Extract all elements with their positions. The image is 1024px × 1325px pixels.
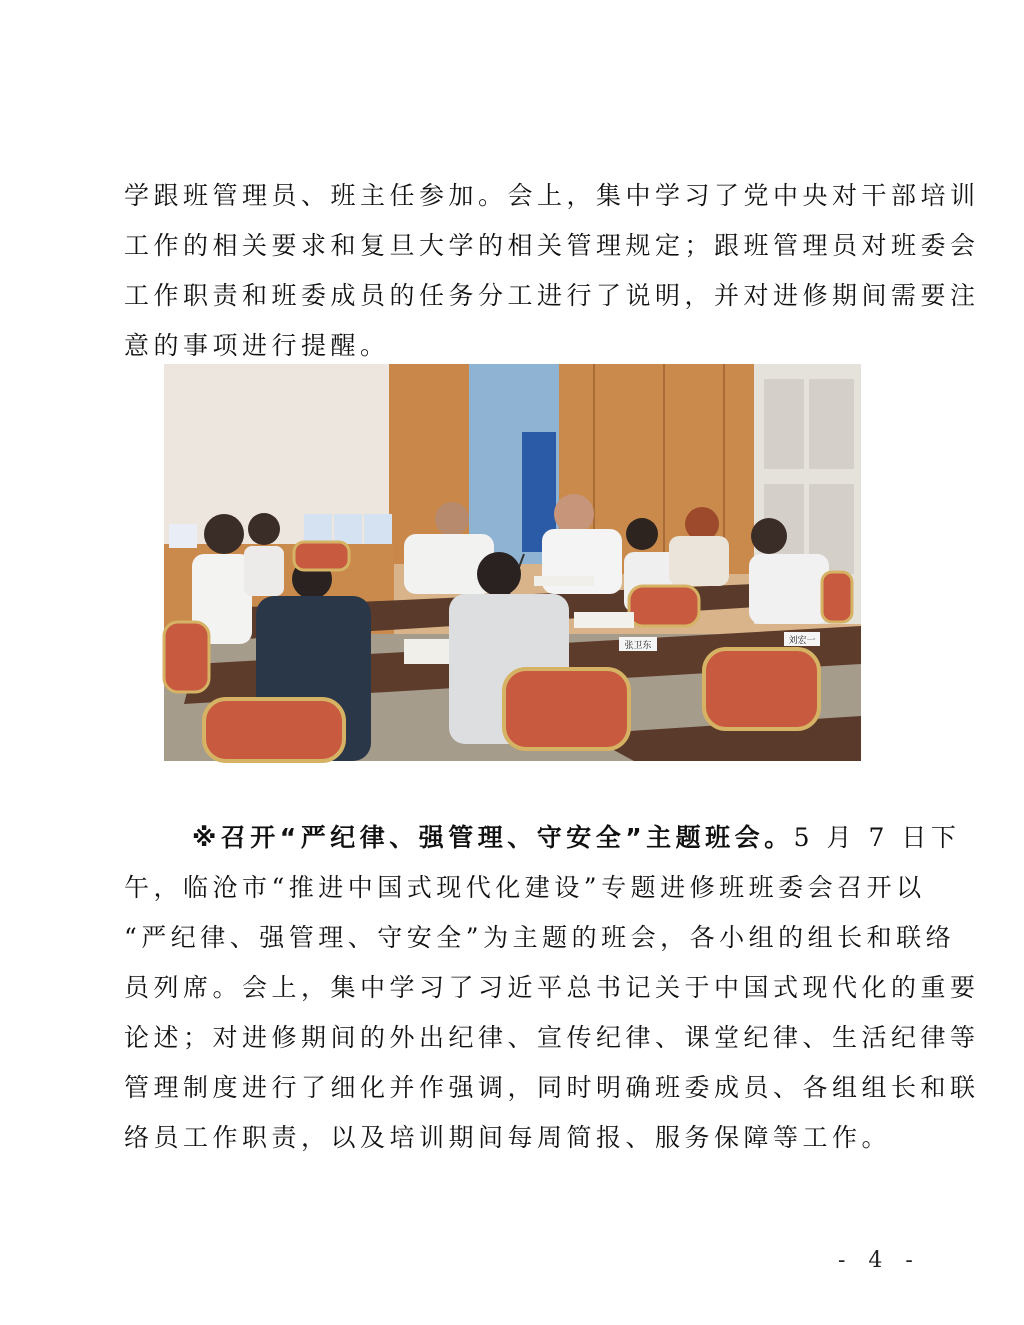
page-number: - 4 - [838,1248,921,1273]
paragraph1-line-2: 工作的相关要求和复旦大学的相关管理规定；跟班管理员对班委会 [124,231,980,260]
paragraph2-line-4: 员列席。会上，集中学习了习近平总书记关于中国式现代化的重要 [124,973,980,1002]
paragraph2-line-2: 午，临沧市“推进中国式现代化建设”专题进修班班委会召开以 [124,873,926,902]
paragraph1-line-3: 工作职责和班委成员的任务分工进行了说明，并对进修期间需要注 [124,281,980,310]
meeting-photo [164,364,861,761]
paragraph2-line-1 [192,812,961,864]
paragraph2-line-3: “严纪律、强管理、守安全”为主题的班会，各小组的组长和联络 [124,923,956,952]
nameplate-label-1: 张卫东 [624,641,652,651]
paragraph1-line-1: 学跟班管理员、班主任参加。会上，集中学习了党中央对干部培训 [124,181,980,210]
nameplate-label-2: 刘宏一 [788,636,816,646]
paragraph1-line-4: 意的事项进行提醒。 [124,331,390,360]
paragraph2-line1-rest: 5 月 7 日下 [793,823,961,852]
paragraph2-line-6: 管理制度进行了细化并作强调，同时明确班委成员、各组组长和联 [124,1073,980,1102]
paragraph2-line-7: 络员工作职责，以及培训期间每周简报、服务保障等工作。 [124,1123,892,1152]
paragraph2-line-5: 论述；对进修期间的外出纪律、宣传纪律、课堂纪律、生活纪律等 [124,1023,980,1052]
paragraph2-heading: ※召开“严纪律、强管理、守安全”主题班会。 [192,823,794,852]
